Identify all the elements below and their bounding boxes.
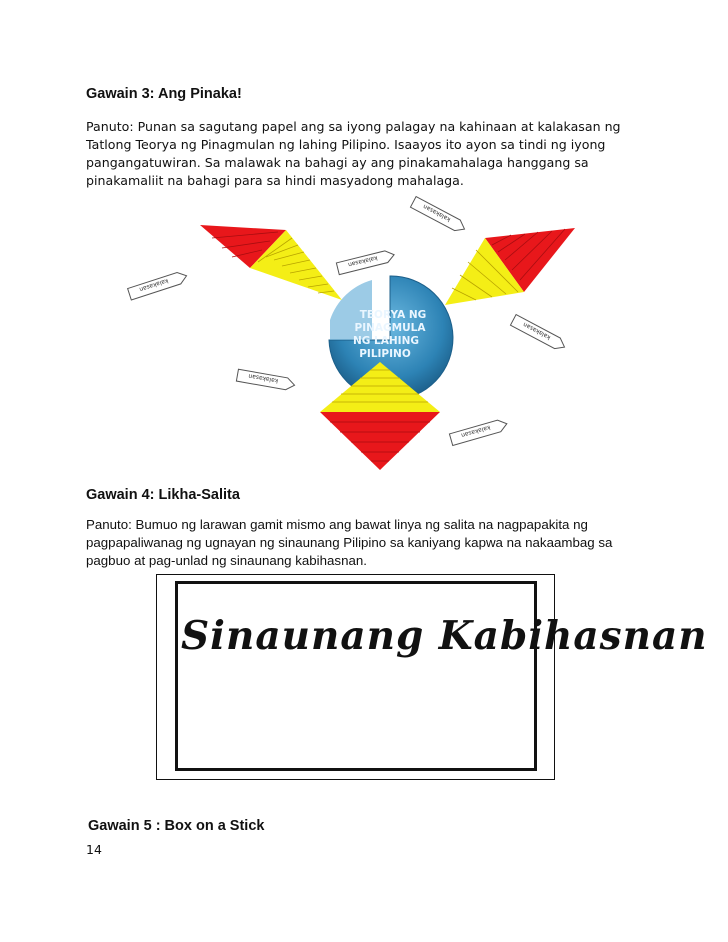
- arrow-tag-1: [410, 197, 467, 235]
- svg-text:kalakasan: kalakasan: [247, 372, 279, 385]
- svg-text:kalakasan: kalakasan: [422, 202, 452, 223]
- center-line-2: PINAGMULA: [354, 322, 426, 334]
- arrow-tag-2: [336, 249, 395, 275]
- center-line-4: PILIPINO: [359, 348, 411, 360]
- arrow-tag-3: [128, 270, 189, 300]
- arrow-tag-5: [236, 369, 295, 391]
- gawain3-instruction: Panuto: Punan sa sagutang papel ang sa iyong palagay na kahinaan at kalakasan ng Tatlong Teorya ng Pinagmulan ng lahing Pilipino. Isaayos ito ayon sa tindi ng iyong pangangatuwiran. Sa malawak na bahagi ay ang pinakamahalaga hanggang sa pinakamaliit na bahagi para sa hindi masyadong mahalaga.: [86, 119, 621, 188]
- page-number: 14: [86, 842, 102, 857]
- gawain4-title: Gawain 4: Likha-Salita: [86, 487, 240, 503]
- box-title: Sinaunang Kabihasnan: [181, 613, 708, 659]
- gawain3-title: Gawain 3: Ang Pinaka!: [86, 86, 242, 102]
- svg-text:kalakasan: kalakasan: [138, 276, 170, 293]
- likha-salita-inner-box: [175, 581, 537, 771]
- center-line-1: TEORYA NG: [359, 309, 427, 321]
- svg-text:kalakasan: kalakasan: [347, 253, 379, 269]
- arrow-tag-4: [510, 315, 567, 353]
- left-kite: [200, 225, 342, 300]
- likha-salita-box: [156, 574, 555, 780]
- gawain4-instruction: Panuto: Bumuo ng larawan gamit mismo ang bawat linya ng salita na nagpapakita ng pagpapaliwanag ng ugnayan ng sinaunang Pilipino sa kaniyang kapwa na nakaambag sa pagbuo at pag-unlad ng sinaunang kabihasnan.: [86, 517, 613, 568]
- gawain5-title: Gawain 5 : Box on a Stick: [88, 818, 265, 834]
- svg-text:kalakasan: kalakasan: [460, 423, 492, 439]
- arrow-tag-6: [449, 418, 508, 446]
- svg-text:kalakasan: kalakasan: [522, 320, 552, 341]
- right-kite: [445, 228, 575, 305]
- center-line-3: NG LAHING: [353, 335, 419, 347]
